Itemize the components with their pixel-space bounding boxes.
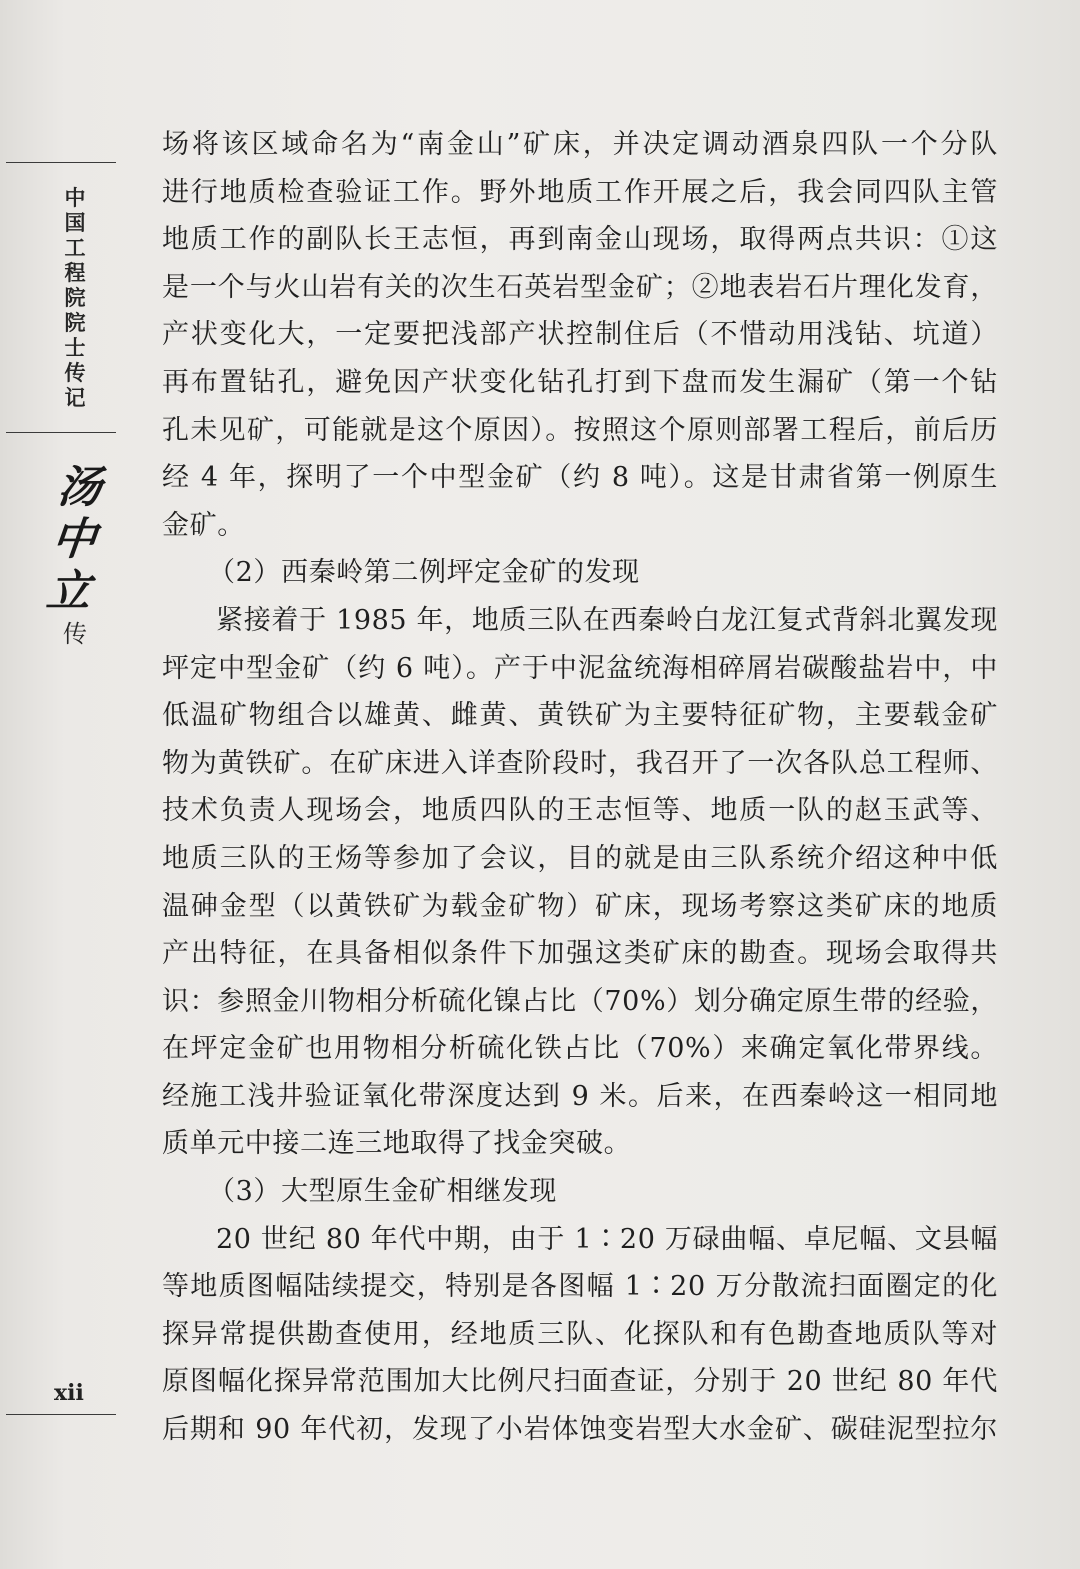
text-line: 在坪定金矿也用物相分析硫化铁占比（70%）来确定氧化带界线。	[162, 1033, 998, 1065]
margin-rule-middle	[6, 432, 116, 433]
margin-rule-bottom	[6, 1414, 116, 1415]
text-line: 地质工作的副队长王志恒，再到南金山现场，取得两点共识：①这	[162, 224, 998, 256]
text-line: 孔未见矿，可能就是这个原因）。按照这个原则部署工程后，前后历	[162, 414, 998, 446]
series-title: 中 国 工 程 院 院 士 传 记	[64, 186, 86, 410]
text-line: 等地质图幅陆续提交，特别是各图幅 1∶20 万分散流扫面圈定的化	[162, 1271, 998, 1303]
section-heading: （2）西秦岭第二例坪定金矿的发现	[208, 557, 640, 589]
section-heading: （3）大型原生金矿相继发现	[208, 1176, 557, 1208]
text-line: 紧接着于 1985 年，地质三队在西秦岭白龙江复式背斜北翼发现	[216, 604, 998, 636]
text-line: 地质三队的王炀等参加了会议，目的就是由三队系统介绍这种中低	[162, 842, 998, 874]
biography-label: 传	[63, 620, 87, 648]
text-line: 坪定中型金矿（约 6 吨）。产于中泥盆统海相碎屑岩碳酸盐岩中，中	[162, 652, 998, 684]
text-line: 探异常提供勘查使用，经地质三队、化探队和有色勘查地质队等对	[162, 1318, 998, 1350]
text-line: 20 世纪 80 年代中期，由于 1∶20 万碌曲幅、卓尼幅、文县幅	[216, 1223, 998, 1255]
text-line: 产状变化大，一定要把浅部产状控制住后（不惜动用浅钻、坑道）	[162, 319, 998, 351]
text-line: 原图幅化探异常范围加大比例尺扫面查证，分别于 20 世纪 80 年代	[162, 1366, 998, 1398]
text-line: 温砷金型（以黄铁矿为载金矿物）矿床，现场考察这类矿床的地质	[162, 890, 998, 922]
body-text	[162, 121, 998, 1454]
text-line: 场将该区域命名为“南金山”矿床，并决定调动酒泉四队一个分队	[162, 129, 998, 160]
text-line: 经施工浅井验证氧化带深度达到 9 米。后来，在西秦岭这一相同地	[162, 1080, 998, 1112]
text-line: 进行地质检查验证工作。野外地质工作开展之后，我会同四队主管	[162, 176, 998, 208]
text-line: 后期和 90 年代初，发现了小岩体蚀变岩型大水金矿、碳硅泥型拉尔	[162, 1414, 998, 1446]
text-line: 识：参照金川物相分析硫化镍占比（70%）划分确定原生带的经验，	[162, 985, 998, 1017]
text-line: 技术负责人现场会，地质四队的王志恒等、地质一队的赵玉武等、	[162, 795, 998, 827]
text-line: 金矿。	[162, 509, 245, 541]
text-line: 经 4 年，探明了一个中型金矿（约 8 吨）。这是甘肃省第一例原生	[162, 462, 998, 494]
text-line: 质单元中接二连三地取得了找金突破。	[162, 1128, 632, 1160]
text-line: 再布置钻孔，避免因产状变化钻孔打到下盘而发生漏矿（第一个钻	[162, 366, 998, 398]
page-number: xii	[54, 1380, 84, 1406]
person-name-calligraphy: 汤 中 立	[43, 462, 105, 617]
text-line: 低温矿物组合以雄黄、雌黄、黄铁矿为主要特征矿物，主要载金矿	[162, 700, 998, 732]
text-line: 是一个与火山岩有关的次生石英岩型金矿；②地表岩石片理化发育，	[162, 271, 998, 303]
text-line: 产出特征，在具备相似条件下加强这类矿床的勘查。现场会取得共	[162, 938, 998, 970]
margin-rule-top	[6, 162, 116, 163]
text-line: 物为黄铁矿。在矿床进入详查阶段时，我召开了一次各队总工程师、	[162, 747, 998, 779]
